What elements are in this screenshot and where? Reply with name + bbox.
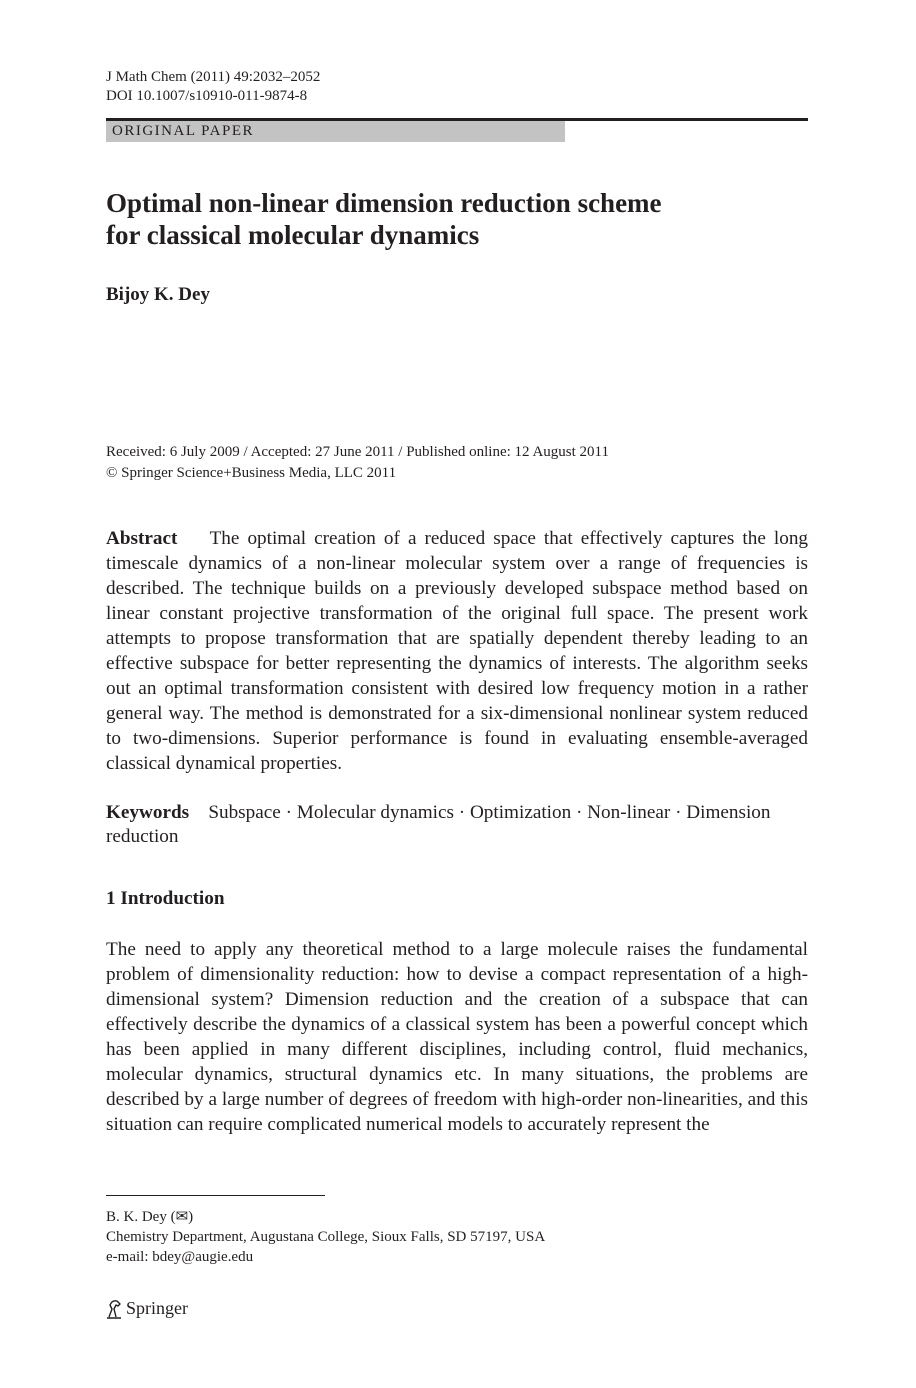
publisher-footer [106, 1298, 188, 1319]
paper-title [106, 187, 662, 251]
keywords-text: Subspace · Molecular dynamics · Optimization · Non-linear · Dimension reduction [106, 802, 771, 847]
journal-info [106, 68, 320, 106]
article-type-banner [106, 121, 565, 142]
abstract-label: Abstract [106, 528, 178, 549]
abstract [106, 526, 808, 776]
publication-dates [106, 442, 609, 484]
history-dates: Received: 6 July 2009 / Accepted: 27 June 2011 / Published online: 12 August 2011 [106, 444, 610, 460]
article-type: ORIGINAL PAPER [112, 123, 254, 139]
author-footnote [106, 1207, 545, 1267]
introduction-text: The need to apply any theoretical method to a large molecule raises the fundamental problem of dimensionality reduction: how to devise a compact representation of a high-dimensional system? Dimension reduction and the creation of a subspace that can effectively describe the dynamics of a classical system has been a powerful concept which has been applied in many different disciplines, including control, fluid mechanics, molecular dynamics, structural dynamics etc. In many situations, the problems are described by a large number of degrees of freedom with high-order non-linearities, and this situation can require complicated numerical models to accurately represent the [106, 939, 808, 1135]
springer-horse-icon [106, 1299, 122, 1319]
footnote-rule [106, 1195, 325, 1196]
author: Bijoy K. Dey [106, 284, 210, 305]
publisher-name: Springer [126, 1298, 188, 1318]
keywords-label: Keywords [106, 802, 190, 823]
footnote-affiliation: Chemistry Department, Augustana College, Sioux Falls, SD 57197, USA [106, 1229, 546, 1245]
footnote-name: B. K. Dey (✉) [106, 1209, 194, 1225]
doi: DOI 10.1007/s10910-011-9874-8 [106, 88, 308, 104]
copyright: © Springer Science+Business Media, LLC 2011 [106, 465, 397, 481]
abstract-text: The optimal creation of a reduced space that effectively captures the long timescale dynamics of a non-linear molecular system over a range of frequencies is described. The technique builds on a previously developed subspace method based on linear constant projective transformation of the original full space. The present work attempts to propose transformation that are spatially dependent thereby leading to an effective subspace for better representing the dynamics of interests. The algorithm seeks out an optimal transformation consistent with desired low frequency motion in a rather general way. The method is demonstrated for a six-dimensional nonlinear system reduced to two-dimensions. Superior performance is found in evaluating ensemble-averaged classical dynamical properties. [106, 528, 809, 774]
section-heading: 1 Introduction [106, 888, 225, 909]
title-line-2: for classical molecular dynamics [106, 220, 480, 250]
journal-citation: J Math Chem (2011) 49:2032–2052 [106, 69, 321, 85]
title-line-1: Optimal non-linear dimension reduction scheme [106, 188, 662, 218]
footnote-email: e-mail: bdey@augie.edu [106, 1249, 254, 1265]
keywords [106, 801, 808, 849]
